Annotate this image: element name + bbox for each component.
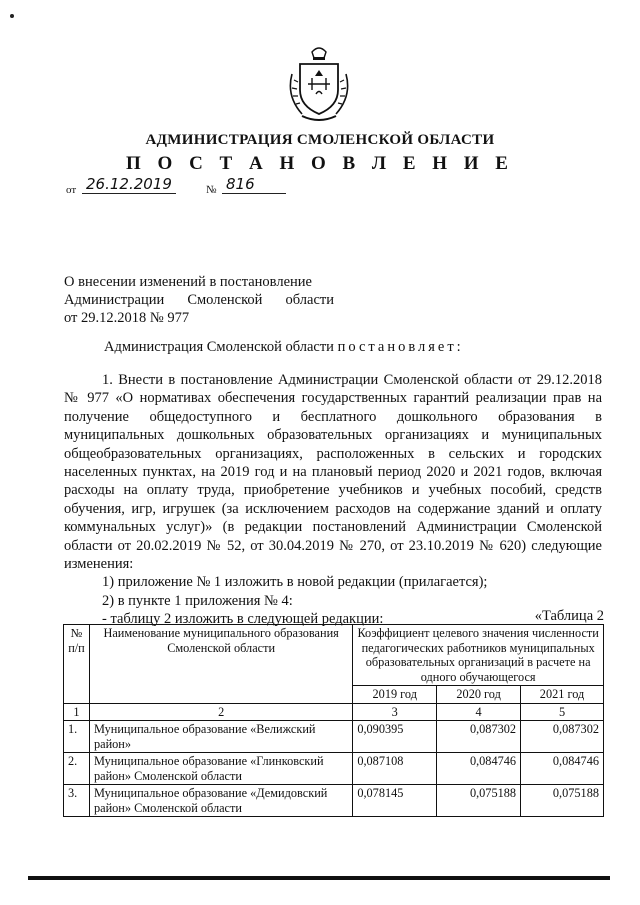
row-value: 0,078145 [353,785,437,817]
column-number: 4 [437,703,521,721]
header-coefficient: Коэффициент целевого значения численности педагогических работников муниципальных образовательных организаций в расчете на одного обучающегося [353,625,604,686]
date-number-line [66,175,306,198]
paragraph-1: 1. Внести в постановление Администрации Смоленской области от 29.12.2018 № 977 «О нормативах обеспечения государственных гарантий реализации прав на получение общедоступного и бесплатного дошкольного образования в муниципальных дошкольных образовательных организациях и муниципальных общеобразовательных организациях, расположенных в сельских и городских населенных пунктах, на 2019 год и на плановый период 2020 и 2021 годов, включая расходы на оплату труда, приобретение учебников и учебных пособий, средств обучения, игр, игрушек (за исключением расходов на содержание зданий и оплату коммунальных услуг)» (в редакции постановлений Администрации Смоленской области от 20.02.2019 № 52, от 30.04.2019 № 270, от 23.10.2019 № 620) следующие изменения: [64,372,602,573]
row-value: 0,084746 [521,753,604,785]
handwritten-date: 26.12.2019 [82,176,176,194]
row-number: 3. [64,785,90,817]
column-number: 3 [353,703,437,721]
subject-word: Администрации [64,292,165,308]
handwritten-number: 816 [222,176,286,194]
row-number: 2. [64,753,90,785]
resolution-intro [104,339,464,356]
intro-prefix: Администрация Смоленской области [104,339,338,355]
scan-dot [10,14,14,18]
table-row [64,721,604,753]
table-row [64,753,604,785]
date-label: от [66,184,77,196]
row-number: 1. [64,721,90,753]
table-caption: «Таблица 2 [534,608,604,624]
header-year: 2019 год [353,686,437,704]
row-value: 0,090395 [353,721,437,753]
column-number: 1 [64,703,90,721]
list-item: 2) в пункте 1 приложения № 4: [102,592,293,609]
footer-rule [28,876,610,880]
header-year: 2020 год [437,686,521,704]
table-row [64,785,604,817]
list-item: - таблицу 2 изложить в следующей редакции: [102,611,384,628]
table-column-numbers-row [64,703,604,721]
row-value: 0,087108 [353,753,437,785]
subject-line-3: от 29.12.2018 № 977 [64,310,190,326]
list-item: 1) приложение № 1 изложить в новой редакции (прилагается); [102,574,488,591]
subject-line-1: О внесении изменений в постановление [64,274,312,290]
subject-word: области [285,292,334,308]
row-municipality: Муниципальное образование «Демидовский район» Смоленской области [89,785,352,817]
row-value: 0,075188 [437,785,521,817]
table-header-row [64,625,604,686]
organization-title: АДМИНИСТРАЦИЯ СМОЛЕНСКОЙ ОБЛАСТИ [145,132,495,148]
column-number: 2 [89,703,352,721]
coefficients-table [63,624,604,817]
column-number: 5 [521,703,604,721]
header-municipality: Наименование муниципального образования Смоленской области [89,625,352,704]
row-value: 0,084746 [437,753,521,785]
row-municipality: Муниципальное образование «Велижский район» [89,721,352,753]
row-value: 0,087302 [437,721,521,753]
header-number: № п/п [64,625,90,704]
row-value: 0,087302 [521,721,604,753]
row-municipality: Муниципальное образование «Глинковский район» Смоленской области [89,753,352,785]
coat-of-arms-emblem [286,44,352,126]
intro-spaced-word: постановляет: [337,339,464,355]
header-year: 2021 год [521,686,604,704]
resolution-body [64,371,602,629]
number-label: № [206,184,217,196]
subject-word: Смоленской [187,292,263,308]
subject-line-2 [64,291,334,309]
document-type-title: П О С Т А Н О В Л Е Н И Е [126,153,514,174]
row-value: 0,075188 [521,785,604,817]
subject-block [64,273,334,327]
